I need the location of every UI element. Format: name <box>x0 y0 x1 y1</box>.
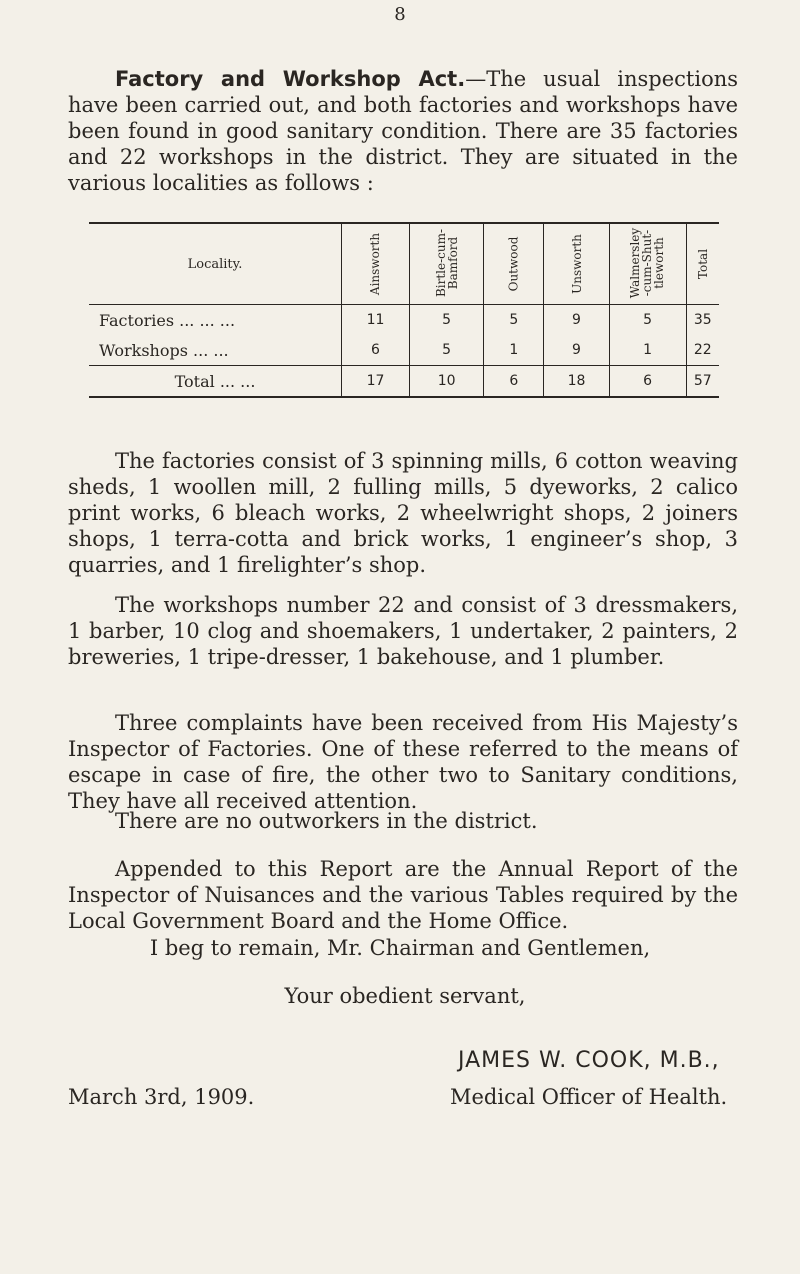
report-date: March 3rd, 1909. <box>68 1085 255 1109</box>
locality-header: Locality. <box>89 223 342 305</box>
table-cell: 1 <box>609 335 686 366</box>
table-cell: 22 <box>686 335 719 366</box>
row-label: Factories ... ... ... <box>99 310 236 330</box>
column-header: Unsworth <box>544 223 609 305</box>
table-row <box>89 335 719 366</box>
section-heading: Factory and Workshop Act. <box>115 67 466 91</box>
locality-table <box>89 222 719 398</box>
table-cell: 9 <box>544 335 609 366</box>
table-row <box>89 305 719 336</box>
complaints-paragraph: Three complaints have been received from His Majesty’s Inspector of Factories. One of these referred to the means of escape in case of fire, the other two to Sanitary conditions, They have all received attention. <box>68 711 738 813</box>
column-header: Outwood <box>484 223 544 305</box>
table-cell: 1 <box>484 335 544 366</box>
table-cell: 17 <box>342 366 410 398</box>
table-cell: 5 <box>409 305 483 336</box>
table-cell: 9 <box>544 305 609 336</box>
column-header: Birtle-cum- Bamford <box>409 223 483 305</box>
table-total-row <box>89 366 719 398</box>
table-cell: 5 <box>609 305 686 336</box>
appended-paragraph: Appended to this Report are the Annual Report of the Inspector of Nuisances and the various Tables required by the Local Government Board and the Home Office. <box>68 857 738 933</box>
intro-text: —The usual inspections have been carried out, and both factories and workshops have been found in good sanitary condition. There are 35 factories and 22 workshops in the district. They are situated in the various localities as follows : <box>68 67 739 195</box>
signatory-title: Medical Officer of Health. <box>450 1085 728 1109</box>
table-cell: 18 <box>544 366 609 398</box>
column-header: Walmersley -cum-Shut- tleworth <box>609 223 686 305</box>
row-label: Total ... ... <box>89 366 342 398</box>
table-cell: 35 <box>686 305 719 336</box>
signature: JAMES W. COOK, M.B., <box>458 1048 720 1073</box>
factories-paragraph: The factories consist of 3 spinning mills, 6 cotton weaving sheds, 1 woollen mill, 2 fulling mills, 5 dyeworks, 2 calico print works, 6 bleach works, 2 wheelwright shops, 2 joiners shops, 1 terra-cotta and brick works, 1 engineer’s shop, 3 quarries, and 1 firelighter’s shop. <box>68 449 738 577</box>
column-header: Ainsworth <box>342 223 410 305</box>
table-cell: 6 <box>609 366 686 398</box>
table-cell: 6 <box>342 335 410 366</box>
outworkers-paragraph: There are no outworkers in the district. <box>115 809 538 833</box>
valediction: Your obedient servant, <box>284 984 526 1008</box>
table-cell: 57 <box>686 366 719 398</box>
intro-paragraph <box>68 66 738 196</box>
workshops-paragraph: The workshops number 22 and consist of 3 dressmakers, 1 barber, 10 clog and shoemakers, 1 undertaker, 2 painters, 2 breweries, 1 tripe-dresser, 1 bakehouse, and 1 plumber. <box>68 593 738 669</box>
table-cell: 10 <box>409 366 483 398</box>
table-header-row <box>89 223 719 305</box>
table-cell: 11 <box>342 305 410 336</box>
page-number: 8 <box>394 4 406 25</box>
column-header: Total <box>686 223 719 305</box>
row-label: Workshops ... ... <box>99 340 229 360</box>
table-cell: 5 <box>484 305 544 336</box>
closing-line: I beg to remain, Mr. Chairman and Gentlemen, <box>149 936 651 960</box>
table-cell: 6 <box>484 366 544 398</box>
table-cell: 5 <box>409 335 483 366</box>
